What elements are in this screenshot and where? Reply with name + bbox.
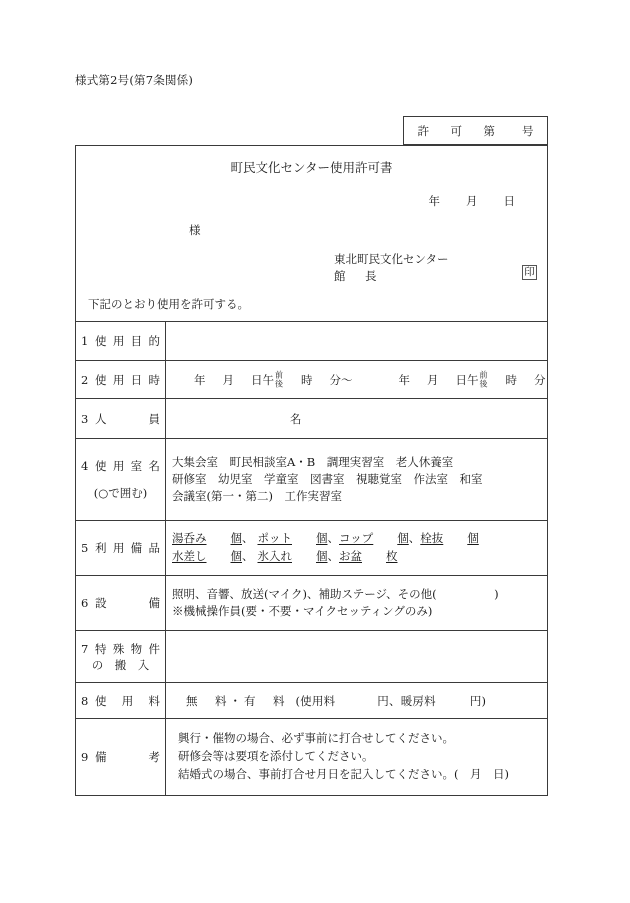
- heating-fee-label: 暖房料: [400, 693, 436, 708]
- equipment-unit-obon: 枚: [386, 549, 398, 563]
- heating-fee-currency: 円): [469, 693, 487, 708]
- start-day-label: 日: [251, 372, 263, 387]
- equipment-name-obon: お盆: [339, 549, 362, 563]
- row-value-fee[interactable]: [166, 683, 547, 718]
- row-value-persons[interactable]: [166, 399, 547, 438]
- row-label-text-3: 人 員: [95, 411, 160, 426]
- row-number-9: 9: [81, 750, 89, 764]
- end-day-label: 日: [455, 372, 467, 387]
- row-value-remarks[interactable]: [166, 719, 547, 795]
- table-row-fee: [76, 683, 547, 719]
- start-minute-label: 分～: [329, 372, 353, 387]
- table-row-equipment: [76, 521, 547, 576]
- equipment-item-pot[interactable]: [258, 531, 328, 545]
- row-label-text-2: 使用日時: [95, 372, 160, 387]
- row-label-facility: [76, 576, 166, 630]
- start-pm-label: 後: [275, 379, 283, 388]
- table-row-datetime: [76, 361, 547, 399]
- row-label-text-1: 使用目的: [95, 334, 160, 348]
- form-number-label: 様式第2号(第7条関係): [75, 73, 194, 87]
- issue-year-label: 年: [428, 194, 440, 208]
- row-value-purpose[interactable]: [166, 322, 547, 360]
- seal-stamp-icon: 印: [522, 265, 537, 280]
- row-label-purpose: [76, 322, 166, 360]
- row-label-text-6: 設 備: [95, 596, 160, 610]
- equipment-item-cup[interactable]: [339, 531, 409, 545]
- row-label-text-5: 利用備品: [95, 541, 160, 555]
- document-title: 町民文化センター使用許可書: [230, 160, 393, 175]
- equipment-sep-3: 、: [408, 531, 421, 546]
- start-year-label: 年: [194, 372, 206, 387]
- end-month-label: 月: [427, 372, 439, 387]
- row-label-text-7b: の 搬 入: [91, 657, 150, 672]
- issue-month-label: 月: [466, 194, 478, 208]
- permit-number-label: 許 可 第: [417, 123, 500, 138]
- equipment-item-koriire[interactable]: [258, 549, 328, 563]
- table-row-facility: [76, 576, 547, 631]
- row-number-6: 6: [81, 596, 89, 610]
- end-ampm-toggle[interactable]: [480, 372, 488, 388]
- table-row-purpose: [76, 322, 547, 361]
- row-label-text-8: 使用料: [95, 693, 160, 708]
- equipment-sep-1: 、: [242, 531, 254, 546]
- end-minute-label: 分: [534, 372, 546, 387]
- permit-number-box: [403, 116, 548, 145]
- start-month-label: 月: [222, 372, 234, 387]
- usage-fee-label: (使用料: [295, 693, 336, 708]
- row-number-3: 3: [81, 411, 89, 426]
- row-number-7: 7: [81, 641, 89, 656]
- equipment-sep-4: 、: [242, 549, 254, 563]
- issuer-block: [334, 251, 449, 284]
- equipment-sep-2: 、: [327, 531, 339, 546]
- lead-statement: 下記のとおり使用を許可する。: [88, 297, 249, 311]
- row-label-room: [76, 439, 166, 520]
- equipment-unit-yunomi: 個: [230, 531, 242, 546]
- table-row-special-items: [76, 631, 547, 683]
- issuer-post: 館 長: [334, 268, 381, 283]
- equipment-name-koriire: 氷入れ: [257, 549, 292, 563]
- row-sublabel-room: (○で囲む): [93, 486, 148, 500]
- equipment-unit-koriire: 個: [316, 549, 328, 563]
- row-number-1: 1: [81, 334, 89, 348]
- end-pm-label: 後: [479, 379, 488, 388]
- row-label-special-items: [76, 631, 166, 682]
- equipment-name-sennuki: 栓抜: [420, 531, 444, 546]
- end-year-label: 年: [398, 372, 410, 387]
- row-label-persons: [76, 399, 166, 438]
- row-label-text-4: 使用室名: [95, 459, 160, 473]
- row-value-datetime[interactable]: [166, 361, 552, 398]
- table-row-room: [76, 439, 547, 521]
- row-label-text-9: 備 考: [95, 750, 160, 764]
- facility-line-1[interactable]: 照明、音響、放送(マイク)、補助ステージ、その他( ): [172, 586, 499, 601]
- room-line-1[interactable]: 大集会室 町民相談室A・B 調理実習室 老人休養室: [172, 454, 454, 469]
- equipment-line-1: [172, 530, 541, 548]
- row-value-special-items[interactable]: [166, 631, 547, 682]
- usage-fee-currency: 円、: [377, 693, 401, 708]
- issue-date-line: [429, 193, 516, 209]
- end-gozen-prefix: 午: [467, 372, 479, 387]
- issue-day-label: 日: [503, 194, 515, 208]
- row-value-facility[interactable]: [166, 576, 547, 630]
- remarks-line-3[interactable]: 結婚式の場合、事前打合せ月日を記入してください。( 月 日): [178, 766, 509, 781]
- row-number-2: 2: [81, 372, 89, 387]
- row-label-remarks: [76, 719, 166, 795]
- table-row-persons: [76, 399, 547, 439]
- end-hour-label: 時: [505, 372, 517, 387]
- room-line-3[interactable]: 会議室(第一・第二) 工作実習室: [172, 489, 342, 504]
- persons-unit-label: 名: [290, 411, 302, 426]
- permit-form-table: [75, 145, 548, 796]
- row-label-fee: [76, 683, 166, 718]
- remarks-line-2: 研修会等は要項を添付してください。: [178, 749, 374, 764]
- start-hour-label: 時: [301, 372, 313, 387]
- equipment-name-cup: コップ: [339, 531, 374, 546]
- equipment-name-mizusashi: 水差し: [172, 549, 207, 563]
- form-header-cell: [76, 146, 547, 321]
- fee-free-paid-toggle[interactable]: 無 料・有 料: [186, 693, 288, 708]
- start-am-label: 前: [275, 370, 283, 380]
- row-value-room[interactable]: [166, 439, 547, 520]
- row-number-8: 8: [81, 693, 89, 708]
- row-number-4: 4: [81, 459, 89, 473]
- form-header-row: [76, 146, 547, 322]
- table-row-remarks: [76, 719, 547, 796]
- room-line-2[interactable]: 研修室 幼児室 学童室 図書室 視聴覚室 作法室 和室: [172, 471, 483, 486]
- equipment-name-yunomi: 湯呑み: [172, 531, 207, 546]
- facility-line-2[interactable]: ※機械操作員(要・不要・マイクセッティングのみ): [172, 604, 433, 618]
- row-label-text-7: 特殊物件: [95, 641, 160, 656]
- equipment-unit-sennuki: 個: [467, 531, 479, 546]
- end-am-label: 前: [479, 370, 488, 380]
- start-gozen-prefix: 午: [262, 372, 274, 387]
- row-label-datetime: [76, 361, 166, 398]
- row-number-5: 5: [81, 541, 89, 555]
- equipment-item-mizusashi[interactable]: [172, 549, 242, 563]
- equipment-unit-cup: 個: [397, 531, 409, 546]
- permit-number-suffix: 号: [522, 123, 534, 138]
- datetime-start: [194, 371, 353, 387]
- issuer-organization: 東北町民文化センター: [334, 252, 449, 266]
- equipment-item-obon[interactable]: [339, 549, 398, 563]
- equipment-item-sennuki[interactable]: [420, 531, 479, 545]
- equipment-unit-pot: 個: [316, 531, 328, 546]
- row-value-equipment[interactable]: [166, 521, 547, 575]
- row-label-equipment: [76, 521, 166, 575]
- equipment-unit-mizusashi: 個: [230, 549, 242, 563]
- remarks-line-1: 興行・催物の場合、必ず事前に打合せしてください。: [178, 731, 454, 746]
- datetime-end: [399, 371, 546, 387]
- equipment-line-2: [172, 548, 541, 566]
- addressee-honorific: 様: [189, 223, 201, 237]
- start-ampm-toggle[interactable]: [275, 372, 283, 388]
- equipment-name-pot: ポット: [257, 531, 292, 546]
- equipment-item-yunomi[interactable]: [172, 531, 242, 545]
- equipment-sep-5: 、: [327, 549, 339, 563]
